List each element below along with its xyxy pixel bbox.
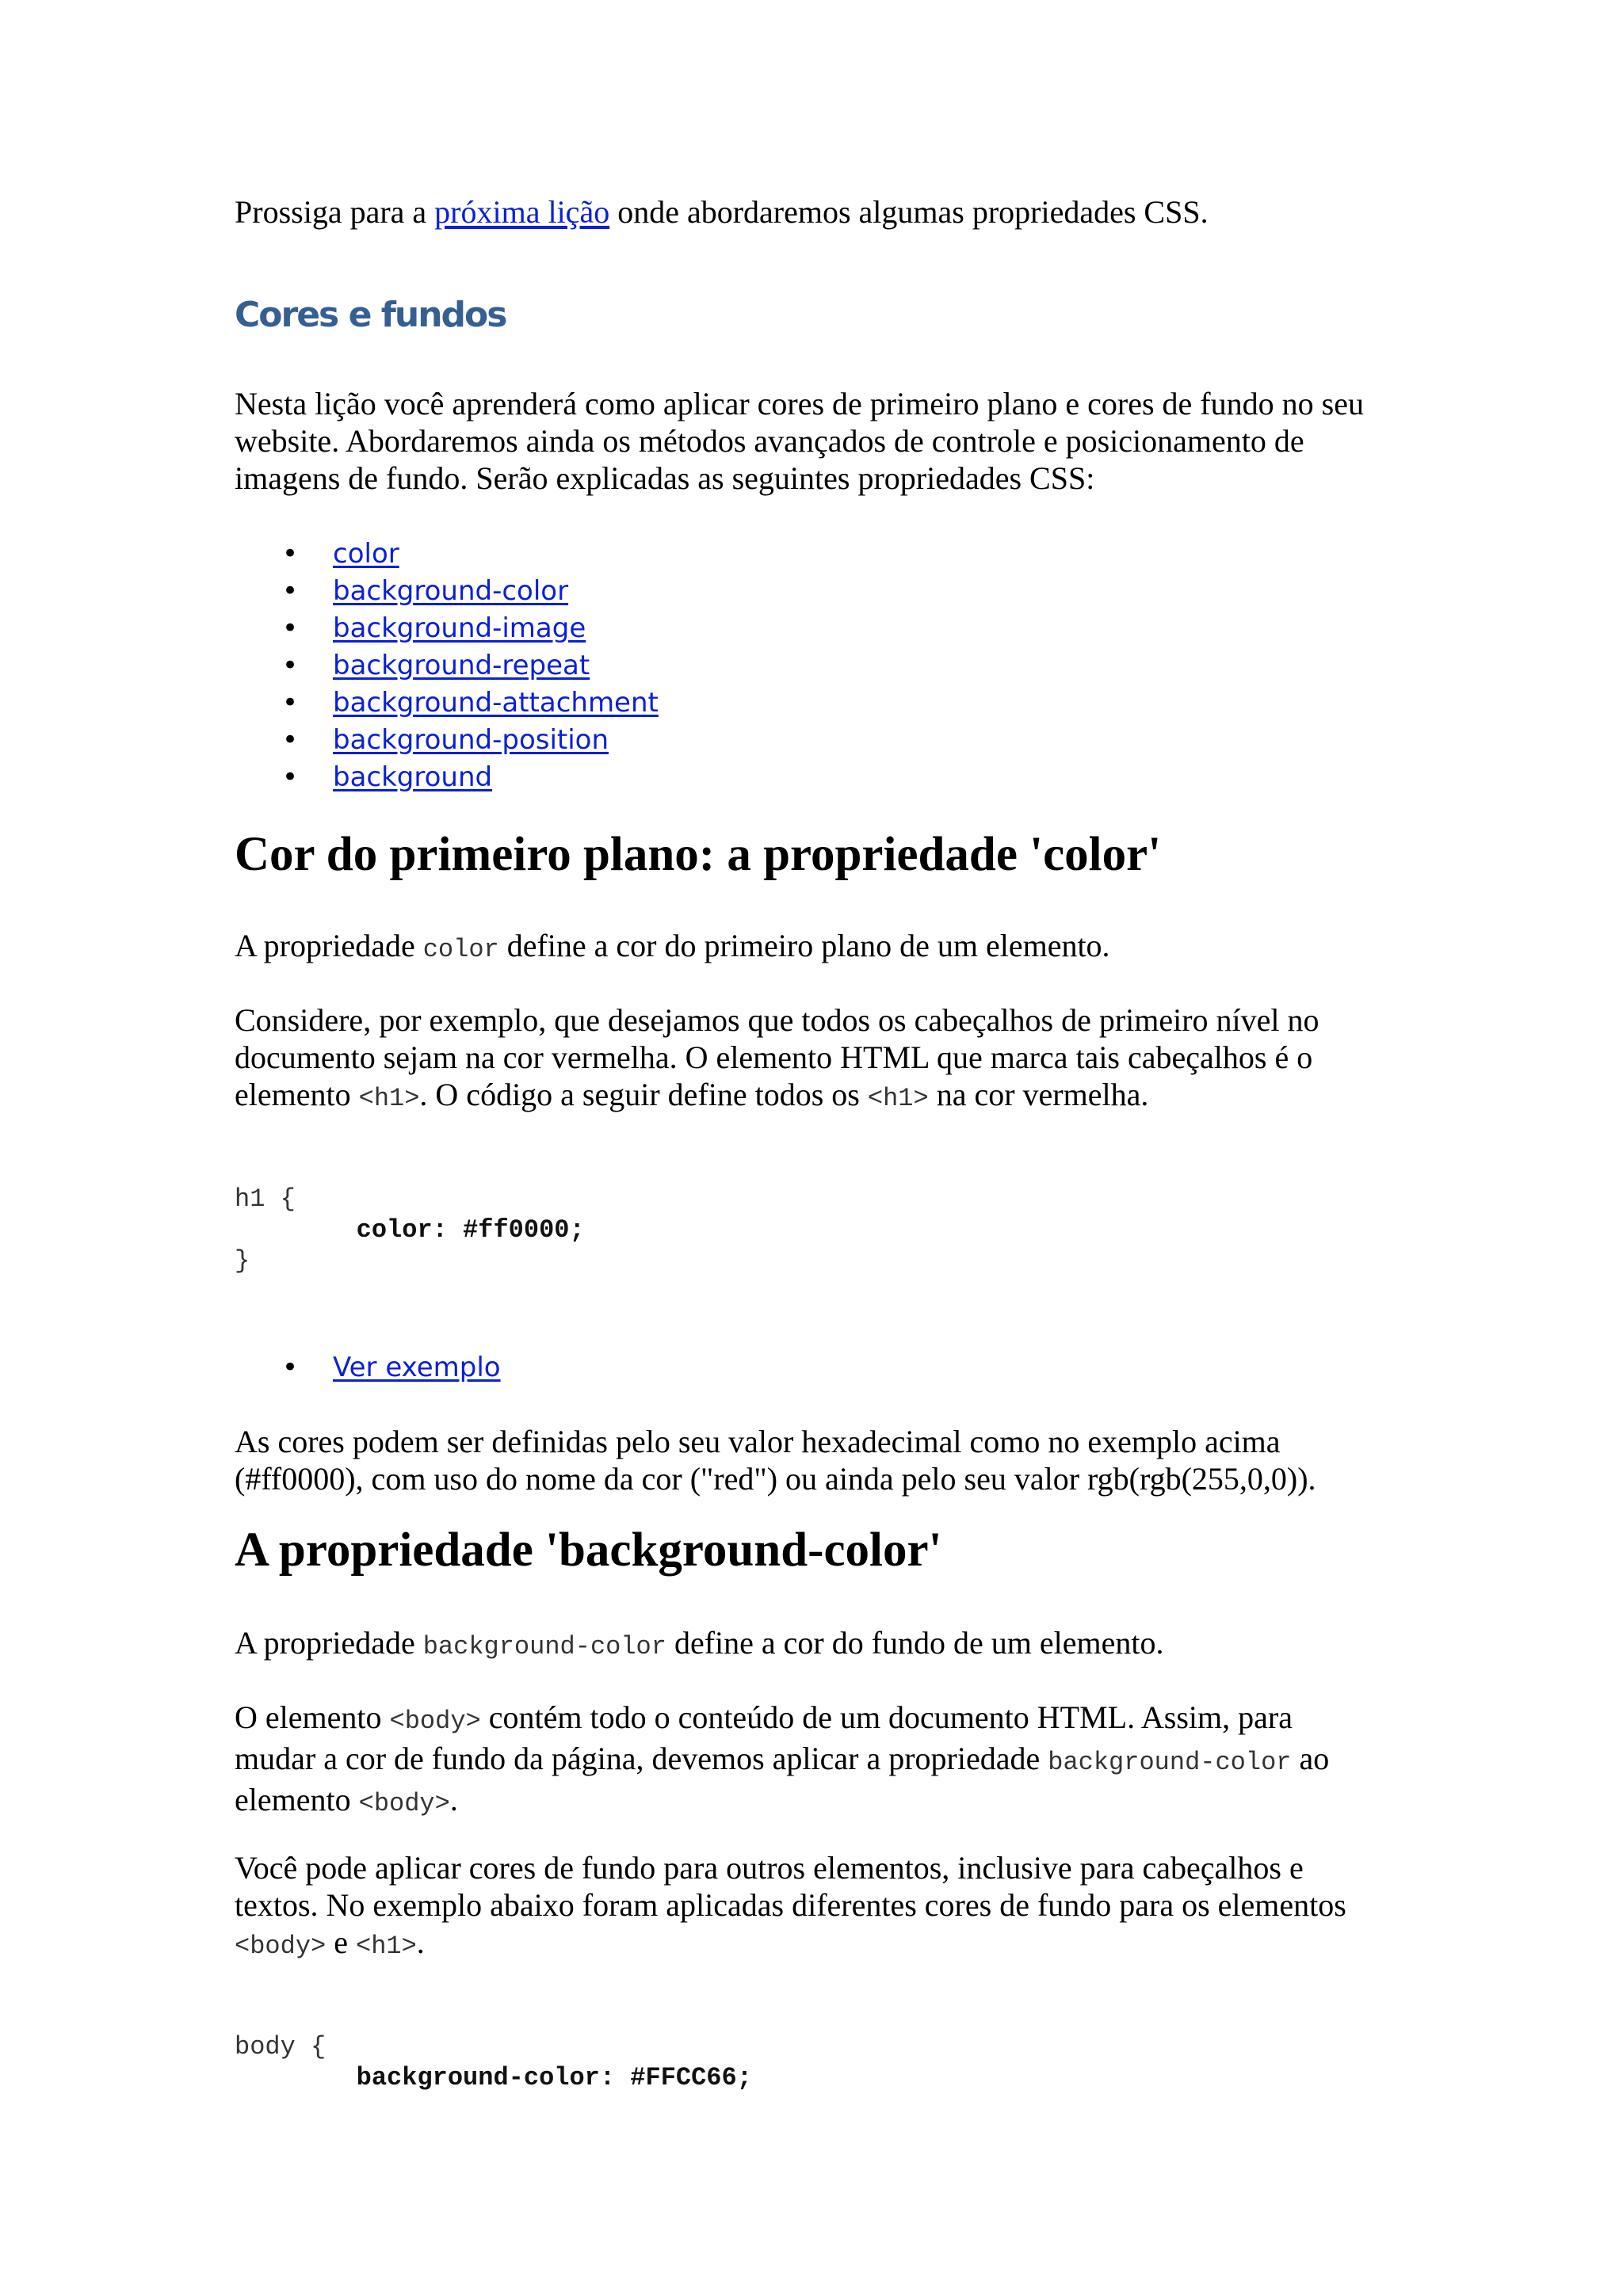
inline-code: <body> xyxy=(389,1707,481,1736)
body-element-paragraph: O elemento <body> contém todo o conteúdo de um documento HTML. Assim, para mudar a cor de fundo da página, devemos aplicar a propriedade background-color ao elemento <body>. xyxy=(235,1699,1330,1818)
list-item xyxy=(282,610,659,647)
heading-color-property: Cor do primeiro plano: a propriedade 'color' xyxy=(235,828,1162,881)
next-lesson-link[interactable]: próxima lição xyxy=(434,194,610,230)
bullet-icon: • xyxy=(282,1352,299,1383)
see-example-list xyxy=(282,1349,501,1386)
property-link-background[interactable]: background xyxy=(333,761,493,793)
inline-code: <body> xyxy=(358,1789,450,1818)
bullet-icon: • xyxy=(282,724,299,756)
property-link-color[interactable]: color xyxy=(333,538,399,570)
property-link-background-color[interactable]: background-color xyxy=(333,575,569,607)
property-link-background-attachment[interactable]: background-attachment xyxy=(333,687,659,719)
bg-definition-paragraph: A propriedade background-color define a cor do fundo de um elemento. xyxy=(235,1625,1164,1661)
bullet-icon: • xyxy=(282,687,299,719)
color-definition-paragraph: A propriedade color define a cor do primeiro plano de um elemento. xyxy=(235,928,1110,964)
section-title: Cores e fundos xyxy=(235,295,506,335)
property-link-background-repeat[interactable]: background-repeat xyxy=(333,650,590,681)
color-example-paragraph: Considere, por exemplo, que desejamos que todos os cabeçalhos de primeiro nível no documento sejam na cor vermelha. O elemento HTML que marca tais cabeçalhos é o elemento <h1>. O código a seguir define todos os <h1> na cor vermelha. xyxy=(235,1002,1319,1113)
list-item xyxy=(282,573,659,610)
inline-code: color xyxy=(422,935,499,964)
bullet-icon: • xyxy=(282,761,299,793)
bullet-icon: • xyxy=(282,612,299,644)
heading-background-color: A propriedade 'background-color' xyxy=(235,1524,942,1577)
other-elements-paragraph: Você pode aplicar cores de fundo para outros elementos, inclusive para cabeçalhos e textos. No exemplo abaixo foram aplicadas diferentes cores de fundo para os elementos <body> e <h1>. xyxy=(235,1850,1346,1961)
list-item xyxy=(282,759,659,796)
color-values-paragraph: As cores podem ser definidas pelo seu valor hexadecimal como no exemplo acima (#ff0000), com uso do nome da cor ("red") ou ainda pelo seu valor rgb(rgb(255,0,0)). xyxy=(235,1424,1316,1497)
list-item xyxy=(282,1349,501,1386)
list-item xyxy=(282,722,659,759)
intro-paragraph: Prossiga para a próxima lição onde abordaremos algumas propriedades CSS. xyxy=(235,194,1209,230)
code-block-h1 xyxy=(235,1184,585,1276)
inline-code: <body> xyxy=(235,1932,327,1961)
inline-code: <h1> xyxy=(355,1932,417,1961)
bullet-icon: • xyxy=(282,575,299,607)
code-line: } xyxy=(235,1246,250,1276)
list-item xyxy=(282,536,659,573)
properties-list xyxy=(282,536,659,796)
property-link-background-image[interactable]: background-image xyxy=(333,612,586,644)
list-item xyxy=(282,647,659,685)
inline-code: background-color xyxy=(422,1632,666,1661)
inline-code: background-color xyxy=(1048,1748,1292,1777)
code-line: background-color: #FFCC66; xyxy=(356,2063,752,2092)
bullet-icon: • xyxy=(282,650,299,681)
see-example-link[interactable]: Ver exemplo xyxy=(333,1352,501,1383)
list-item xyxy=(282,685,659,722)
inline-code: <h1> xyxy=(867,1084,929,1113)
code-line: h1 { xyxy=(235,1184,296,1214)
lesson-intro-paragraph: Nesta lição você aprenderá como aplicar cores de primeiro plano e cores de fundo no seu website. Abordaremos ainda os métodos avançados de controle e posicionamento de imagens de fundo. Serão explicadas as seguintes propriedades CSS: xyxy=(235,386,1364,496)
code-block-body xyxy=(235,2031,752,2093)
bullet-icon: • xyxy=(282,538,299,570)
code-line: color: #ff0000; xyxy=(356,1215,585,1245)
property-link-background-position[interactable]: background-position xyxy=(333,724,609,756)
code-line: body { xyxy=(235,2032,327,2061)
inline-code: <h1> xyxy=(358,1084,420,1113)
